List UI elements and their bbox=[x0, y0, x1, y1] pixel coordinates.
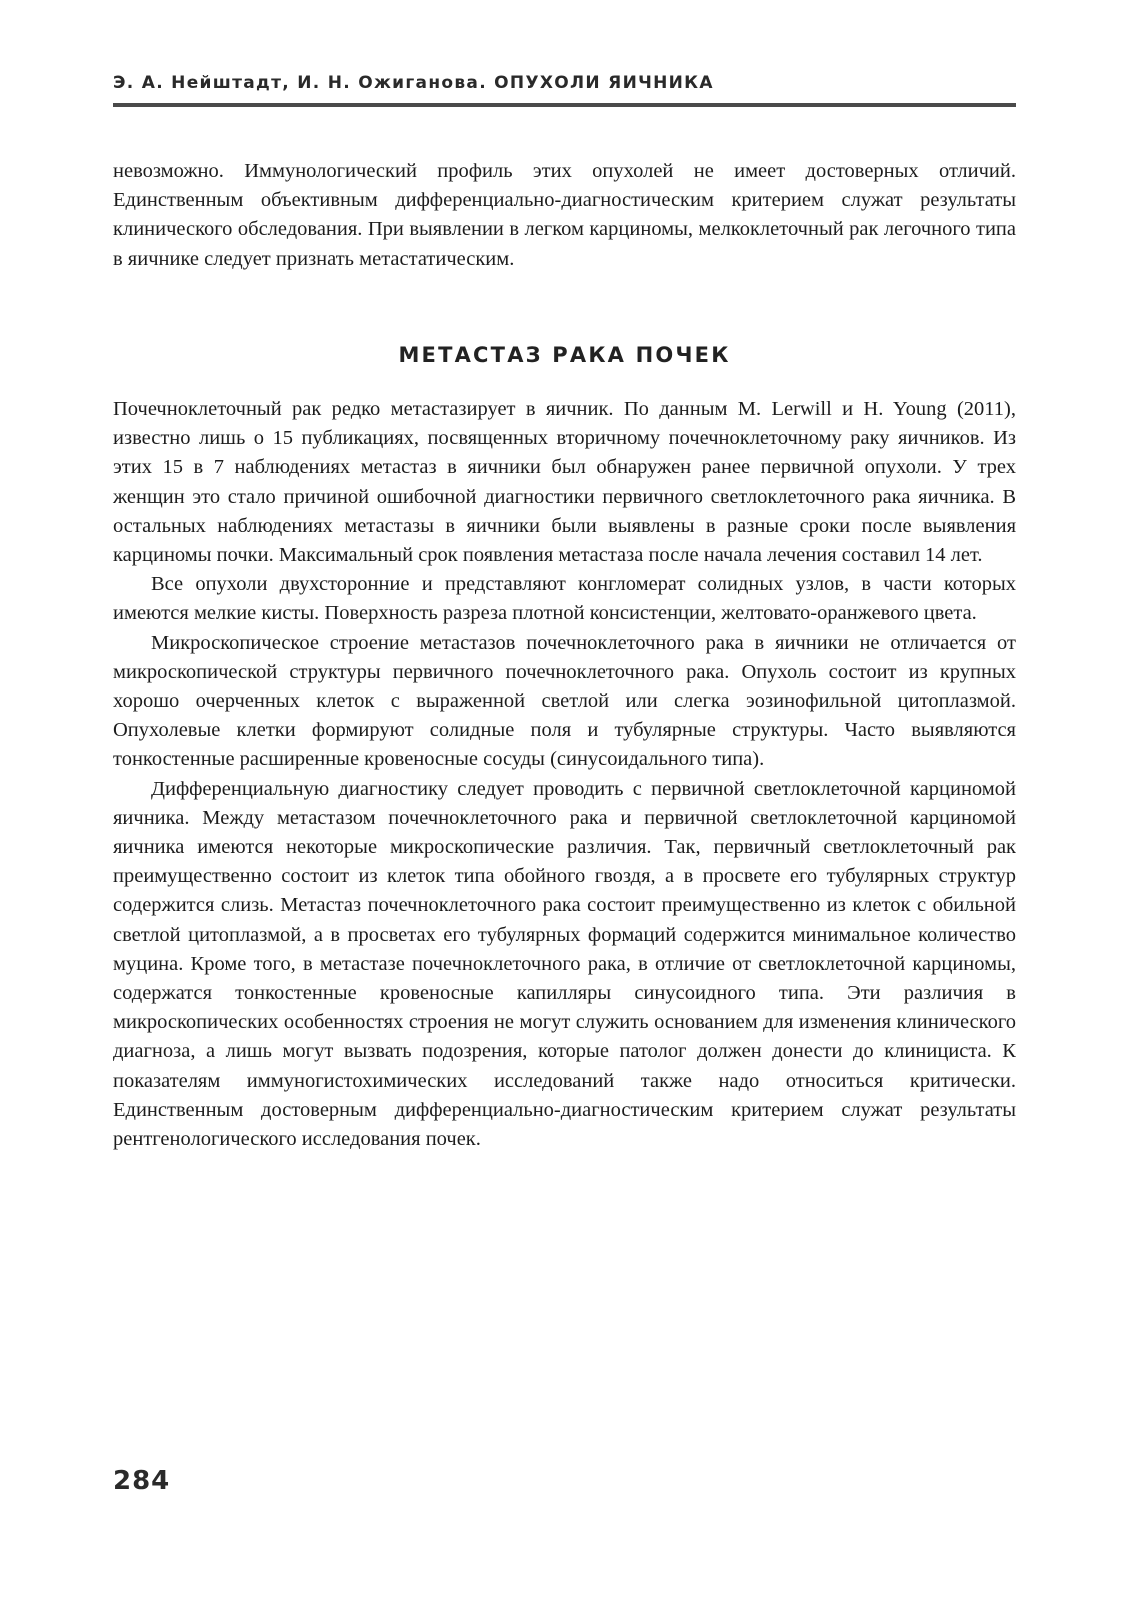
header-rule bbox=[113, 103, 1016, 107]
page-number: 284 bbox=[113, 1466, 171, 1496]
continuation-text-block bbox=[113, 157, 1016, 274]
section-heading: МЕТАСТАЗ РАКА ПОЧЕК bbox=[398, 343, 731, 367]
paragraph-3: Микроскопическое строение метастазов почечноклеточного рака в яичники не отличается от микроскопической структуры первичного почечноклеточного рака. Опухоль состоит из крупных хорошо очерченных клеток с выраженной светлой или слегка эозинофильной цитоплазмой. Опухолевые клетки формируют солидные поля и тубулярные структуры. Часто выявляются тонкостенные расширенные кровеносные сосуды (синусоидального типа). bbox=[113, 631, 1016, 771]
continuation-paragraph: невозможно. Иммунологический профиль этих опухолей не имеет достоверных отличий. Единственным объективным дифференциально-диагностическим критерием служат результаты клинического обследования. При выявлении в легком карциномы, мелкоклеточный рак легочного типа в яичнике следует признать метастатическим. bbox=[113, 160, 1016, 270]
paragraph-1: Почечноклеточный рак редко метастазирует в яичник. По данным M. Lerwill и H. Young (2011), известно лишь о 15 публикациях, посвященных вторичному почечноклеточному раку яичников. Из этих 15 в 7 наблюдениях метастаз в яичники был обнаружен ранее первичной опухоли. У трех женщин это стало причиной ошибочной диагностики первичного светлоклеточного рака яичника. В остальных наблюдениях метастазы в яичники были выявлены в разные сроки после выявления карциномы почки. Максимальный срок появления метастаза после начала лечения составил 14 лет. bbox=[113, 398, 1016, 567]
paragraph-4: Дифференциальную диагностику следует проводить с первичной светлоклеточной карциномой яичника. Между метастазом почечноклеточного рака и первичной светлоклеточной карциномой яичника имеются некоторые микроскопические различия. Так, первичный светлоклеточный рак преимущественно состоит из клеток типа обойного гвоздя, а в просвете его тубулярных структур содержится слизь. Метастаз почечноклеточного рака состоит преимущественно из клеток с обильной светлой цитоплазмой, а в просветах его тубулярных формаций содержится минимальное количество муцина. Кроме того, в метастазе почечноклеточного рака, в отличие от светлоклеточной карциномы, содержатся тонкостенные кровеносные капилляры синусоидного типа. Эти различия в микроскопических особенностях строения не могут служить основанием для изменения клинического диагноза, а лишь могут вызвать подозрения, которые патолог должен донести до клинициста. К показателям иммуногистохимических исследований также надо относиться критически. Единственным достоверным дифференциально-диагностическим критерием служат результаты рентгенологического исследования почек. bbox=[113, 777, 1016, 1151]
section-text-block bbox=[113, 395, 1016, 1154]
running-header: Э. А. Нейштадт, И. Н. Ожиганова. ОПУХОЛИ ЯИЧНИКА bbox=[113, 73, 714, 93]
paragraph-2: Все опухоли двухсторонние и представляют конгломерат солидных узлов, в части которых имеются мелкие кисты. Поверхность разреза плотной консистенции, желтовато-оранжевого цвета. bbox=[113, 573, 1016, 625]
